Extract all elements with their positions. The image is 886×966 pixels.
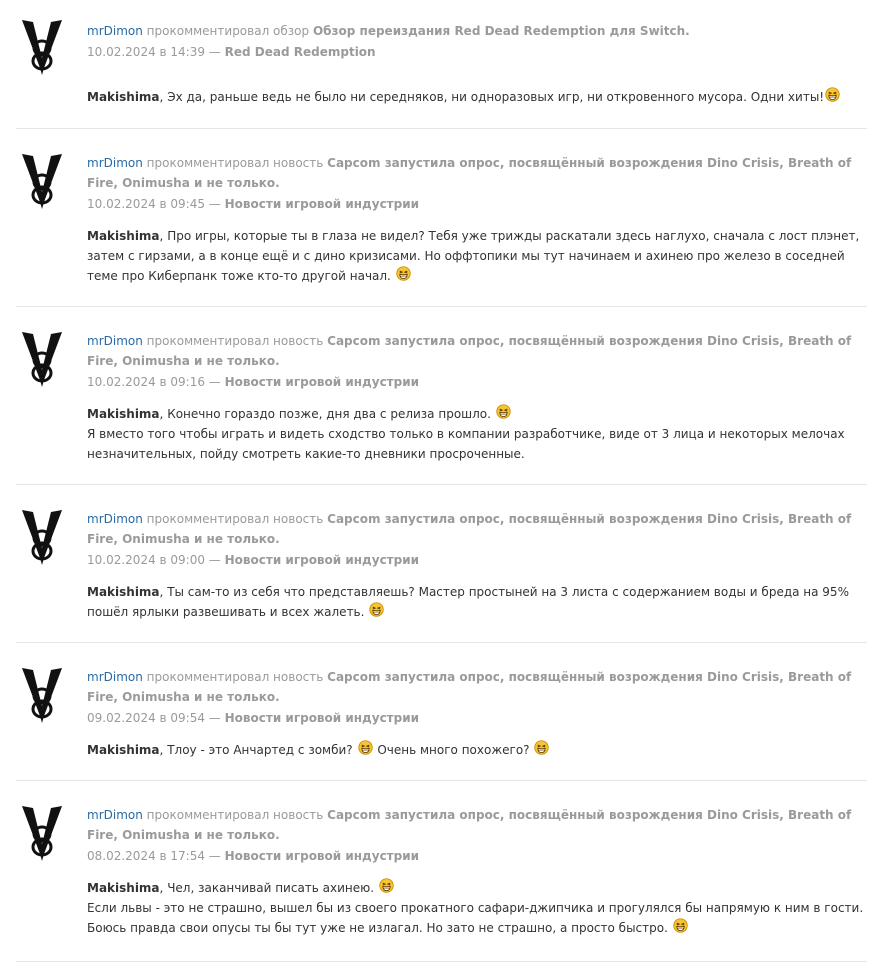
feed-entry [16,781,867,962]
action-verb: прокомментировал новость [146,808,324,822]
comment-text: Чел, заканчивай писать ахинею. [167,881,375,895]
avatar[interactable] [19,666,65,724]
avatar[interactable] [19,18,65,76]
comment-body: Makishima, Эх да, раньше ведь не было ни середняков, ни одноразовых игр, ни откровенного мусора. Одни хиты! [87,87,867,107]
comment-date: 10.02.2024 в 09:00 — [87,553,221,567]
reply-author: Makishima [87,743,160,757]
action-verb: прокомментировал новость [146,670,324,684]
section-link[interactable]: Новости игровой индустрии [224,711,420,725]
v8-logo-icon [19,508,65,566]
laughing-smiley-icon [369,602,384,617]
reply-author: Makishima [87,229,160,243]
action-verb: прокомментировал новость [146,512,324,526]
reply-author: Makishima [87,90,160,104]
v8-logo-icon [19,666,65,724]
target-link[interactable]: Capcom запустила опрос, посвящённый возрождения Dino Crisis, Breath of Fire, Onimusha и не только. [87,156,852,190]
feed-entry [16,643,867,781]
v8-logo-icon [19,152,65,210]
v8-logo-icon [19,804,65,862]
laughing-smiley-icon [379,878,394,893]
laughing-smiley-icon [496,404,511,419]
laughing-smiley-icon [534,740,549,755]
action-verb: прокомментировал новость [146,334,324,348]
comment-date: 10.02.2024 в 09:45 — [87,197,221,211]
v8-logo-icon [19,330,65,388]
target-link[interactable]: Capcom запустила опрос, посвящённый возрождения Dino Crisis, Breath of Fire, Onimusha и не только. [87,334,852,368]
comment-date: 10.02.2024 в 14:39 — [87,45,221,59]
comment-body: Makishima, Про игры, которые ты в глаза не видел? Тебя уже трижды раскатали здесь наглухо, сначала с лост плэнет, затем с гирзами, а в конце ещё и с дино кризисами. Но оффтопики мы тут начинаем и ахинею про железо в соседней теме про Киберпанк тоже кто-то другой начал. [87,229,860,283]
user-link[interactable]: mrDimon [87,512,143,526]
user-link[interactable]: mrDimon [87,808,143,822]
avatar[interactable] [19,152,65,210]
comment-text: Очень много похожего? [377,743,530,757]
comment-body: Makishima, Конечно гораздо позже, дня два с релиза прошло. Я вместо того чтобы играть и видеть сходство только в компании разработчике, виде от 3 лица и некоторых мелочах незначительных, пойду смотреть какие-то дневники просроченные. [87,404,867,464]
comment-body: Makishima, Тлоу - это Анчартед с зомби? Очень много похожего? [87,740,867,760]
laughing-smiley-icon [396,266,411,281]
feed-entry [16,307,867,485]
user-link[interactable]: mrDimon [87,156,143,170]
target-link[interactable]: Обзор переиздания Red Dead Redemption для Switch. [312,24,690,38]
reply-author: Makishima [87,585,160,599]
feed-entry [16,0,867,129]
comment-body: Makishima, Чел, заканчивай писать ахинею. Если львы - это не страшно, вышел бы из своего прокатного сафари-джипчика и прогулялся бы напрямую к ним в гости. Боюсь правда свои опусы ты бы тут уже не излагал. Но зато не страшно, а просто быстро. [87,878,867,938]
section-link[interactable]: Новости игровой индустрии [224,553,420,567]
user-link[interactable]: mrDimon [87,24,143,38]
feed-entry [16,129,867,307]
v8-logo-icon [19,18,65,76]
reply-author: Makishima [87,881,160,895]
laughing-smiley-icon [825,87,840,102]
user-link[interactable]: mrDimon [87,334,143,348]
comment-text: Про игры, которые ты в глаза не видел? Тебя уже трижды раскатали здесь наглухо, сначала с лост плэнет, затем с гирзами, а в конце ещё и с дино кризисами. Но оффтопики мы тут начинаем и ахинею про железо в соседней теме про Киберпанк тоже кто-то другой начал. [87,229,860,283]
comment-date: 10.02.2024 в 09:16 — [87,375,221,389]
feed-entry [16,485,867,643]
laughing-smiley-icon [358,740,373,755]
comment-text: Тлоу - это Анчартед с зомби? [167,743,353,757]
reply-author: Makishima [87,407,160,421]
user-link[interactable]: mrDimon [87,670,143,684]
action-verb: прокомментировал новость [146,156,324,170]
section-link[interactable]: Red Dead Redemption [224,45,376,59]
avatar[interactable] [19,508,65,566]
target-link[interactable]: Capcom запустила опрос, посвящённый возрождения Dino Crisis, Breath of Fire, Onimusha и не только. [87,512,852,546]
target-link[interactable]: Capcom запустила опрос, посвящённый возрождения Dino Crisis, Breath of Fire, Onimusha и не только. [87,808,852,842]
comment-date: 09.02.2024 в 09:54 — [87,711,221,725]
laughing-smiley-icon [673,918,688,933]
section-link[interactable]: Новости игровой индустрии [224,849,420,863]
section-link[interactable]: Новости игровой индустрии [224,375,420,389]
action-verb: прокомментировал обзор [146,24,310,38]
comment-text: Ты сам-то из себя что представляешь? Мастер простыней на 3 листа с содержанием воды и бреда на 95% пошёл ярлыки развешивать и всех жалеть. [87,585,849,619]
comment-text: Конечно гораздо позже, дня два с релиза прошло. [167,407,491,421]
comment-text: Если львы - это не страшно, вышел бы из своего прокатного сафари-джипчика и прогулялся бы напрямую к ним в гости. Боюсь правда свои опусы ты бы тут уже не излагал. Но зато не страшно, а просто быстро. [87,901,864,935]
comment-text: Я вместо того чтобы играть и видеть сходство только в компании разработчике, виде от 3 лица и некоторых мелочах незначительных, пойду смотреть какие-то дневники просроченные. [87,427,845,461]
comment-text: Эх да, раньше ведь не было ни середняков, ни одноразовых игр, ни откровенного мусора. Одни хиты! [167,90,825,104]
avatar[interactable] [19,330,65,388]
avatar[interactable] [19,804,65,862]
target-link[interactable]: Capcom запустила опрос, посвящённый возрождения Dino Crisis, Breath of Fire, Onimusha и не только. [87,670,852,704]
comment-date: 08.02.2024 в 17:54 — [87,849,221,863]
section-link[interactable]: Новости игровой индустрии [224,197,420,211]
comment-body: Makishima, Ты сам-то из себя что представляешь? Мастер простыней на 3 листа с содержанием воды и бреда на 95% пошёл ярлыки развешивать и всех жалеть. [87,585,849,619]
